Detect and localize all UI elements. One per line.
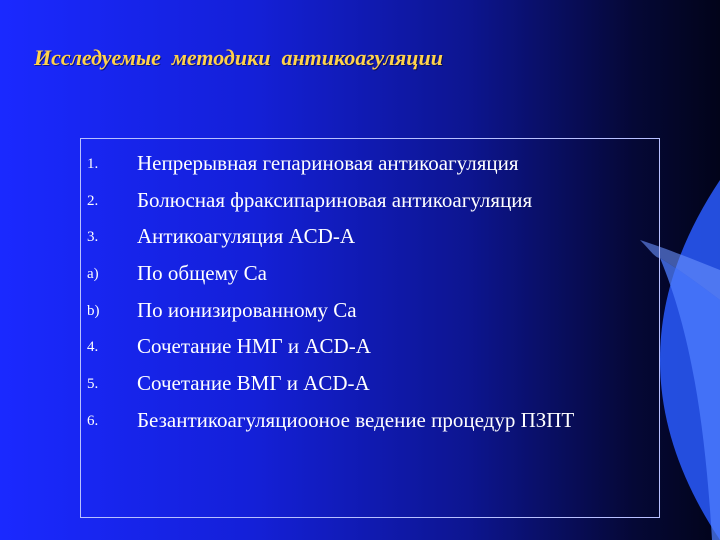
list-marker: b) <box>87 302 100 319</box>
list-item <box>87 293 647 330</box>
slide-title: Исследуемые методики антикоагуляции <box>34 45 443 70</box>
list-item <box>87 256 647 293</box>
list-marker: 1. <box>87 156 99 172</box>
list-item-text: Безантикоагуляциооное ведение процедур ПЗПТ <box>137 407 575 432</box>
list-item <box>87 366 647 403</box>
list-marker: a) <box>87 266 99 283</box>
list-item <box>87 146 647 183</box>
list-marker: 3. <box>87 229 99 246</box>
methods-list <box>87 146 647 477</box>
list-marker: 5. <box>87 376 99 393</box>
list-marker: 4. <box>87 339 99 356</box>
list-item <box>87 329 647 366</box>
list-marker: 2. <box>87 192 99 209</box>
list-item-text: По ионизированному Са <box>137 297 357 322</box>
list-item-text: Сочетание НМГ и ACD-A <box>137 334 371 359</box>
list-item-text: Сочетание ВМГ и ACD-A <box>137 371 370 396</box>
list-item-text: Болюсная фраксипариновая антикоагуляция <box>137 187 533 212</box>
list-marker: 6. <box>87 412 99 429</box>
list-item-text: По общему Са <box>137 261 267 286</box>
list-item <box>87 183 647 220</box>
list-item-text: Антикоагуляция ACD-A <box>137 224 355 249</box>
list-item-text: Непрерывная гепариновая антикоагуляция <box>137 151 519 175</box>
list-item <box>87 403 647 477</box>
list-item <box>87 219 647 256</box>
